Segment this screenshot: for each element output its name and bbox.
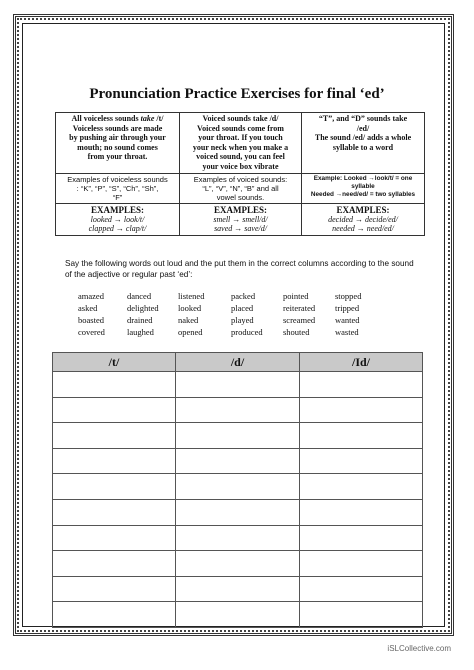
examples-intro-text: syllable <box>351 182 375 190</box>
answer-cell[interactable] <box>176 576 300 602</box>
rule-text: syllable to a word <box>332 142 394 152</box>
rule-text: All voiceless sounds <box>71 114 141 123</box>
rule-text: /ed/ <box>356 123 370 133</box>
answer-row <box>53 551 423 577</box>
answer-row <box>53 423 423 449</box>
rule-text: your throat. If you touch <box>198 133 283 143</box>
word-bank-item: boasted <box>78 315 104 325</box>
answer-row <box>53 397 423 423</box>
examples-intro-t-d <box>302 173 425 203</box>
answer-cell[interactable] <box>176 423 300 449</box>
answer-cell[interactable] <box>300 372 423 398</box>
answer-row <box>53 602 423 628</box>
example-item: smell → smell/d/ <box>213 214 268 224</box>
word-bank-item: wasted <box>335 327 359 337</box>
examples-intro-voiced <box>180 173 302 203</box>
answer-cell[interactable] <box>53 372 176 398</box>
word-bank-item: wanted <box>335 315 360 325</box>
answer-cell[interactable] <box>176 372 300 398</box>
word-bank-item: produced <box>231 327 263 337</box>
answer-cell[interactable] <box>300 474 423 500</box>
word-bank-item: shouted <box>283 327 310 337</box>
word-bank-item: packed <box>231 291 256 301</box>
instruction-text: Say the following words out loud and the put them in the correct columns according to the sound of the adjective or regular past ‘ed’: <box>65 259 414 279</box>
column-header-t: /t/ <box>53 353 176 372</box>
answer-cell[interactable] <box>53 602 176 628</box>
answer-cell[interactable] <box>300 423 423 449</box>
word-bank-item: reiterated <box>283 303 316 313</box>
rule-text: your neck when you make a <box>192 142 289 152</box>
answer-cell[interactable] <box>53 474 176 500</box>
answer-cell[interactable] <box>176 499 300 525</box>
answer-row <box>53 525 423 551</box>
word-bank-item: naked <box>178 315 199 325</box>
rule-text: your voice box vibrate <box>202 161 279 171</box>
example-item: clapped → clap/t/ <box>88 224 147 234</box>
examples-voiced <box>180 203 302 235</box>
answer-cell[interactable] <box>176 551 300 577</box>
word-bank-item: looked <box>178 303 202 313</box>
word-bank-item: amazed <box>78 291 104 301</box>
answer-cell[interactable] <box>300 397 423 423</box>
answer-cell[interactable] <box>300 448 423 474</box>
rule-text: mouth; no sound comes <box>77 142 158 152</box>
answer-cell[interactable] <box>176 474 300 500</box>
word-bank-item: tripped <box>335 303 360 313</box>
column-header-id: /Id/ <box>300 353 423 372</box>
answer-table-header-row <box>53 353 423 372</box>
column-header-d: /d/ <box>176 353 300 372</box>
word-bank-item: stopped <box>335 291 362 301</box>
rule-cell-voiced <box>180 113 302 174</box>
examples-heading: EXAMPLES: <box>336 204 390 215</box>
answer-cell[interactable] <box>176 448 300 474</box>
rule-text: from your throat. <box>87 152 148 162</box>
examples-intro-text: vowel sounds. <box>216 192 265 202</box>
examples-intro-voiceless <box>56 173 180 203</box>
footer-credit: iSLCollective.com <box>387 644 451 653</box>
rule-text: /t/ <box>154 114 164 123</box>
rule-cell-t-d <box>302 113 425 174</box>
examples-voiceless <box>56 203 180 235</box>
word-bank-item: delighted <box>127 303 159 313</box>
examples-intro-text: Examples of voiceless sounds <box>67 174 168 184</box>
answer-row <box>53 474 423 500</box>
example-item: looked → look/t/ <box>90 214 145 224</box>
rule-text: take <box>140 114 155 123</box>
answer-cell[interactable] <box>53 551 176 577</box>
answer-cell[interactable] <box>300 525 423 551</box>
word-bank-item: opened <box>178 327 203 337</box>
answer-cell[interactable] <box>53 499 176 525</box>
rule-text: voiced sound, you can feel <box>196 152 285 162</box>
answer-cell[interactable] <box>53 397 176 423</box>
word-bank-item: screamed <box>283 315 316 325</box>
rules-table <box>55 112 425 236</box>
answer-cell[interactable] <box>53 448 176 474</box>
answer-cell[interactable] <box>53 576 176 602</box>
examples-heading: EXAMPLES: <box>90 204 144 215</box>
examples-intro-text: : “K”, “P”, “S”, “Ch”, “Sh”, <box>76 183 159 193</box>
page-title: Pronunciation Practice Exercises for final ‘ed’ <box>89 86 385 102</box>
answer-cell[interactable] <box>176 602 300 628</box>
rule-text: Voiced sounds take /d/ <box>202 114 279 123</box>
rule-text: Voiced sounds come from <box>197 123 284 133</box>
answer-cell[interactable] <box>176 397 300 423</box>
word-bank-item: placed <box>231 303 254 313</box>
answer-cell[interactable] <box>300 551 423 577</box>
answer-row <box>53 372 423 398</box>
answer-cell[interactable] <box>300 499 423 525</box>
example-item: decided → decide/ed/ <box>328 214 398 224</box>
example-item: needed → need/ed/ <box>332 224 394 234</box>
rule-cell-voiceless <box>56 113 180 174</box>
word-bank-item: pointed <box>283 291 309 301</box>
rule-text: The sound /ed/ adds a whole <box>314 133 412 143</box>
answer-cell[interactable] <box>53 423 176 449</box>
answer-cell[interactable] <box>300 602 423 628</box>
rules-row <box>56 113 425 174</box>
answer-cell[interactable] <box>300 576 423 602</box>
answer-row <box>53 576 423 602</box>
word-bank-item: laughed <box>127 327 154 337</box>
answer-row <box>53 448 423 474</box>
answer-table <box>52 352 423 628</box>
rule-text: “T”, and “D” sounds take <box>318 114 408 123</box>
word-bank-item: listened <box>178 291 205 301</box>
examples-intro-text: Example: Looked →look/t/ = one <box>313 174 413 182</box>
examples-t-d <box>302 203 425 235</box>
word-bank-item: danced <box>127 291 152 301</box>
word-bank-item: played <box>231 315 254 325</box>
word-bank-item: covered <box>78 327 105 337</box>
examples-row <box>56 203 425 235</box>
answer-cell[interactable] <box>176 525 300 551</box>
answer-row <box>53 499 423 525</box>
rule-text: by pushing air through your <box>69 133 166 143</box>
examples-heading: EXAMPLES: <box>213 204 267 215</box>
examples-intro-text: “F” <box>112 192 123 202</box>
examples-intro-text: Needed →need/ed/ = two syllables <box>310 190 416 198</box>
examples-intro-row <box>56 173 425 203</box>
answer-cell[interactable] <box>53 525 176 551</box>
examples-intro-text: Examples of voiced sounds: <box>193 174 288 184</box>
examples-intro-text: “L”, “V”, “N”, “B” and all <box>202 183 279 193</box>
word-bank-item: asked <box>78 303 98 313</box>
word-bank-item: drained <box>127 315 153 325</box>
example-item: saved → save/d/ <box>214 224 267 234</box>
rule-text: Voiceless sounds are made <box>72 123 163 133</box>
